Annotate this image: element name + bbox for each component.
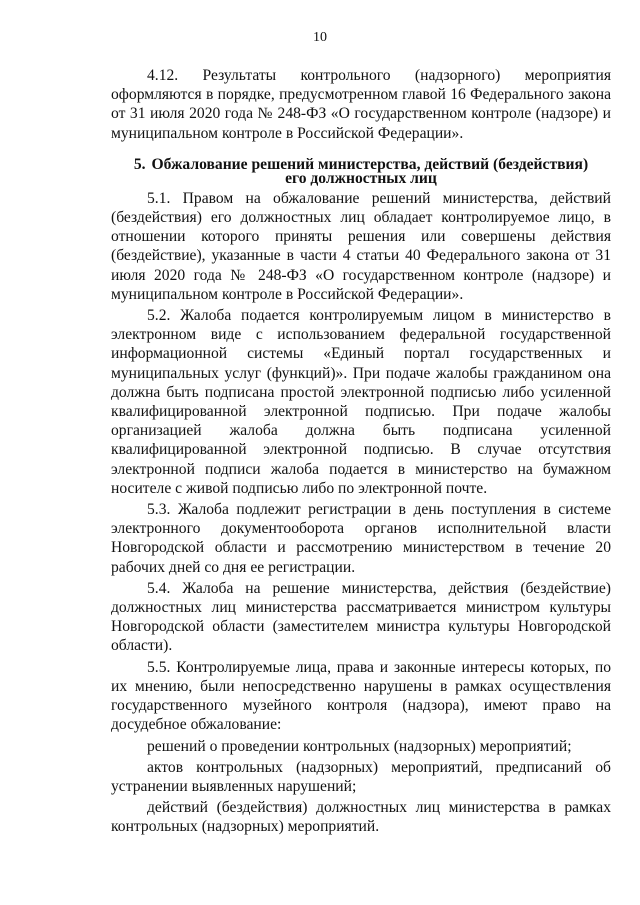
section-number: 5. — [133, 155, 146, 173]
paragraph-5-1: 5.1. Правом на обжалование решений министерства, действий (бездействия) его должностных лиц обладает контролируемое лицо, в отношении которого приняты решения или совершены действия (бездействие), указанные в части 4 статьи 40 Федерального закона от 31 июля 2020 года № 248-ФЗ «О государственном контроле (надзоре) и муниципальном контроле в Российской Федерации». — [111, 189, 611, 303]
page-number: 10 — [313, 30, 327, 45]
paragraph-4-12: 4.12. Результаты контрольного (надзорного) мероприятия оформляются в порядке, предусмотренном главой 16 Федерального закона от 31 июля 2020 года № 248-ФЗ «О государственном контроле (надзоре) и муниципальном контроле в Российской Федерации». — [111, 67, 611, 142]
section-heading — [111, 155, 611, 187]
section-title-line1: Обжалование решений министерства, действий (бездействия) — [151, 155, 589, 173]
paragraph-5-2: 5.2. Жалоба подается контролируемым лицом в министерство в электронном виде с использованием федеральной государственной информационной системы «Единый портал государственных и муниципальных услуг (функций)». При подаче жалобы гражданином она должна быть подписана простой электронной подписью либо усиленной квалифицированной электронной подписью. При подаче жалобы организацией жалоба должна быть подписана усиленной квалифицированной электронной подписью. В случае отсутствия электронной подписи жалоба подается в министерство на бумажном носителе с живой подписью либо по электронной почте. — [111, 307, 611, 497]
paragraph-5-3: 5.3. Жалоба подлежит регистрации в день поступления в системе электронного документооборота органов исполнительной власти Новгородской области и рассмотрению министерством в течение 20 рабочих дней со дня ее регистрации. — [111, 501, 611, 576]
list-item-acts: актов контрольных (надзорных) мероприятий, предписаний об устранении выявленных нарушений; — [111, 758, 611, 795]
section-title-line2: его должностных лиц — [285, 169, 437, 187]
paragraph-5-4: 5.4. Жалоба на решение министерства, действия (бездействие) должностных лиц министерства рассматривается министром культуры Новгородской области (заместителем министра культуры Новгородской области). — [111, 579, 611, 655]
document-body — [111, 66, 611, 837]
paragraph-5-5: 5.5. Контролируемые лица, права и законные интересы которых, по их мнению, были непосредственно нарушены в рамках осуществления государственного музейного контроля (надзора), имеют право на досудебное обжалование: — [111, 658, 611, 734]
list-item-decisions: решений о проведении контрольных (надзорных) мероприятий; — [147, 737, 572, 755]
list-item-actions: действий (бездействия) должностных лиц министерства в рамках контрольных (надзорных) мероприятий. — [111, 799, 611, 836]
